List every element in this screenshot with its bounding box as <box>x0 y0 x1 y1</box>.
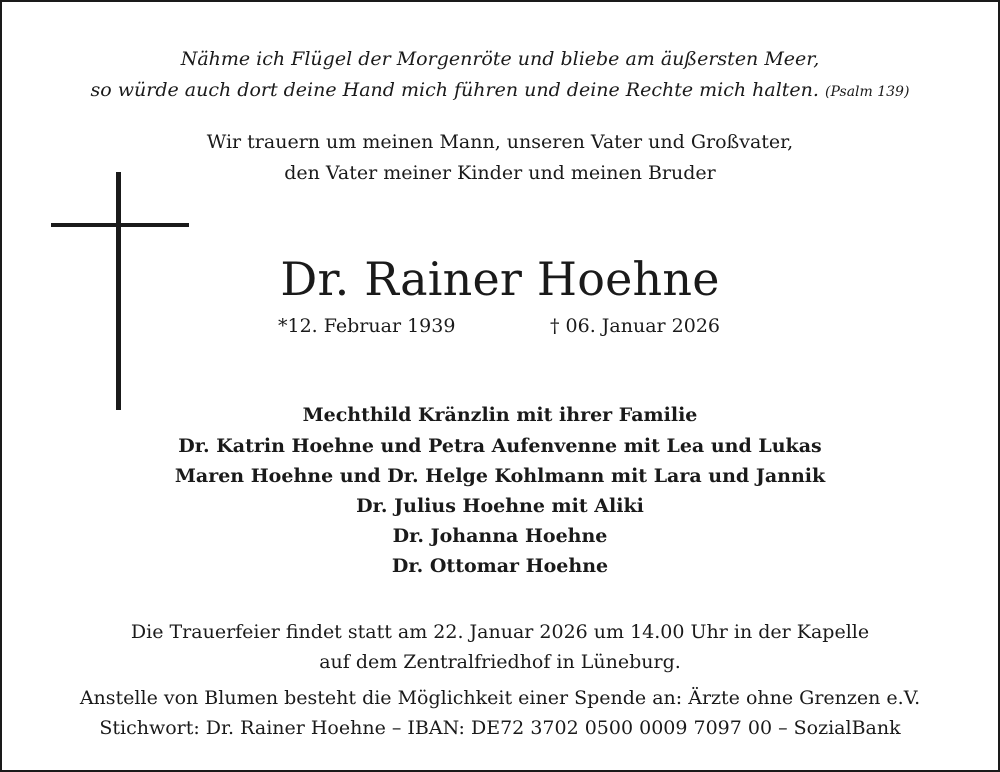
psalm-line-1: Nähme ich Flügel der Morgenröte und bliebe am äußersten Meer, <box>180 48 820 70</box>
intro-line-2: den Vater meiner Kinder und meinen Bruder <box>284 162 716 184</box>
psalm-line-2-text: so würde auch dort deine Hand mich führen und deine Rechte mich halten. <box>90 79 819 101</box>
mourner-line: Mechthild Kränzlin mit ihrer Familie <box>302 404 698 426</box>
donation-line-1: Anstelle von Blumen besteht die Möglichkeit einer Spende an: Ärzte ohne Grenzen e.V. <box>79 687 921 709</box>
deceased-name: Dr. Rainer Hoehne <box>280 252 720 306</box>
donation-line-2: Stichwort: Dr. Rainer Hoehne – IBAN: DE72 3702 0500 0009 7097 00 – SozialBank <box>99 717 901 739</box>
psalm-reference: (Psalm 139) <box>825 84 910 100</box>
cross-icon-horizontal <box>51 223 189 227</box>
mourner-line: Dr. Johanna Hoehne <box>392 525 608 547</box>
service-line-1: Die Trauerfeier findet statt am 22. Januar 2026 um 14.00 Uhr in der Kapelle <box>130 621 870 643</box>
birth-date: *12. Februar 1939 <box>278 315 456 337</box>
mourner-line: Maren Hoehne und Dr. Helge Kohlmann mit Lara und Jannik <box>174 465 826 487</box>
mourner-line: Dr. Julius Hoehne mit Aliki <box>356 495 644 517</box>
mourner-line: Dr. Ottomar Hoehne <box>391 555 609 577</box>
intro-line-1: Wir trauern um meinen Mann, unseren Vater und Großvater, <box>206 131 794 153</box>
death-date: † 06. Januar 2026 <box>550 315 721 337</box>
psalm-line-2 <box>2 79 998 101</box>
mourner-line: Dr. Katrin Hoehne und Petra Aufenvenne mit Lea und Lukas <box>178 435 822 457</box>
service-line-2: auf dem Zentralfriedhof in Lüneburg. <box>319 651 681 673</box>
